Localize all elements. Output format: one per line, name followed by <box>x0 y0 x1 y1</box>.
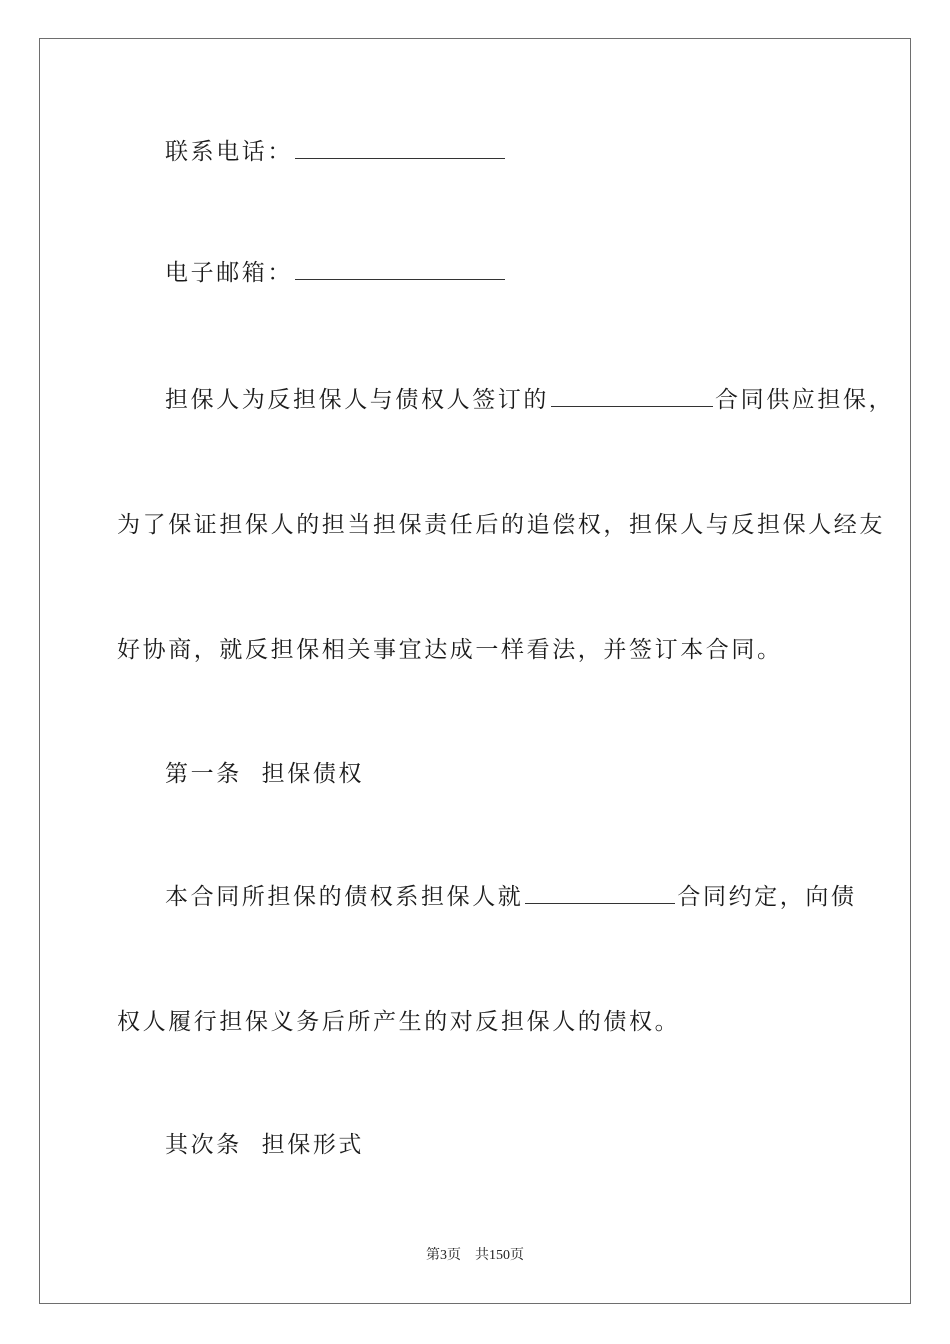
article-1-title: 第一条 担保债权 <box>165 761 365 787</box>
email-blank <box>295 259 505 280</box>
paragraph-2-text-b: 合同约定，向债 <box>677 884 857 910</box>
email-label: 电子邮箱： <box>165 260 293 286</box>
email-line <box>165 258 507 288</box>
article-2-heading <box>165 1130 364 1160</box>
paragraph-2-line-1 <box>165 882 857 912</box>
paragraph-1-text-b: 合同供应担保， <box>715 387 895 413</box>
page-footer <box>0 1247 950 1265</box>
total-prefix: 共 <box>475 1248 489 1263</box>
total-pages: 150 <box>489 1248 510 1263</box>
contact-phone-line <box>165 137 507 167</box>
article-2-title: 其次条 担保形式 <box>165 1132 365 1158</box>
contract-name-blank-2 <box>525 883 675 904</box>
paragraph-1-line-2 <box>117 510 885 540</box>
article-1-heading <box>165 759 364 789</box>
paragraph-2-text-c: 权人履行担保义务后所产生的对反担保人的债权。 <box>117 1009 681 1035</box>
paragraph-1-text-a: 担保人为反担保人与债权人签订的 <box>165 387 549 413</box>
paragraph-1-text-d: 好协商，就反担保相关事宜达成一样看法，并签订本合同。 <box>117 637 783 663</box>
contact-phone-blank <box>295 138 505 159</box>
page-prefix: 第 <box>426 1248 440 1263</box>
page-border <box>39 38 911 1304</box>
total-suffix: 页 <box>510 1248 524 1263</box>
paragraph-2-text-a: 本合同所担保的债权系担保人就 <box>165 884 524 910</box>
paragraph-1-line-1 <box>165 385 894 415</box>
paragraph-2-line-2 <box>117 1007 680 1037</box>
contract-name-blank-1 <box>551 386 713 407</box>
contact-phone-label: 联系电话： <box>165 139 293 165</box>
paragraph-1-line-3 <box>117 635 783 665</box>
paragraph-1-text-c: 为了保证担保人的担当担保责任后的追偿权，担保人与反担保人经友 <box>117 512 885 538</box>
page-suffix: 页 <box>447 1248 461 1263</box>
page-number: 3 <box>440 1248 447 1263</box>
